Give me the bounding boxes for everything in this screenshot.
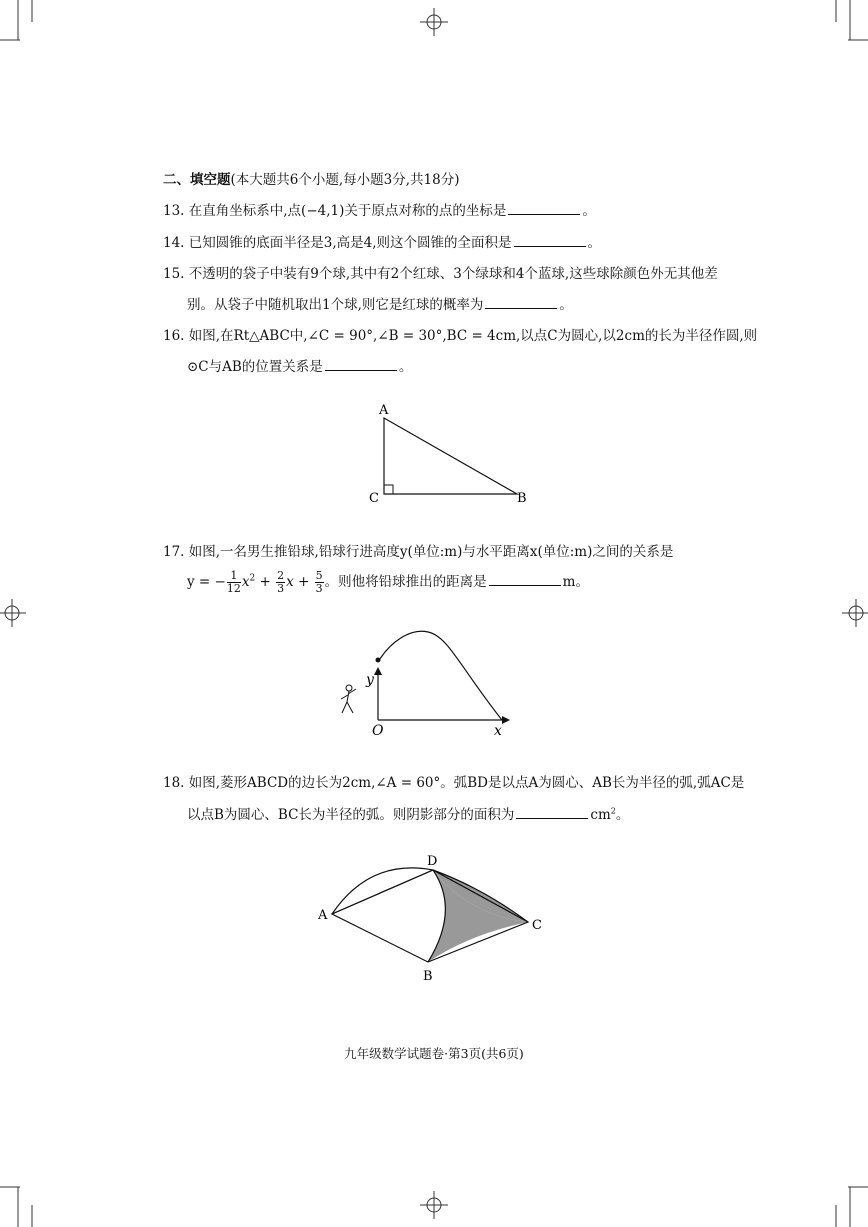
side-ad xyxy=(332,870,433,914)
triangle-abc xyxy=(384,418,517,494)
q13-end: 。 xyxy=(582,203,596,219)
q14-text: 14. 已知圆锥的底面半径是3,高是4,则这个圆锥的全面积是 xyxy=(163,235,512,251)
fraction-5-3 xyxy=(315,570,324,595)
label-d: D xyxy=(427,854,438,869)
q14-answer-blank[interactable] xyxy=(514,234,586,247)
label-a: A xyxy=(379,403,389,418)
y-axis-arrow xyxy=(374,667,382,675)
q18-answer-blank[interactable] xyxy=(516,806,588,819)
formula-square: 2 xyxy=(249,573,256,584)
q16-answer-blank[interactable] xyxy=(325,358,397,371)
f1-num: 1 xyxy=(227,570,241,583)
formula-plus-2: + xyxy=(293,574,314,590)
formula-x-sq: x xyxy=(241,574,250,590)
q16-triangle-figure xyxy=(360,398,540,510)
q17-answer-blank[interactable] xyxy=(489,573,561,586)
q18-text: 以点B为圆心、BC长为半径的弧。则阴影部分的面积为 xyxy=(187,807,515,823)
formula-y-eq: y = − xyxy=(187,574,226,590)
q18-end: 。 xyxy=(615,807,630,823)
q18-unit: cm xyxy=(590,807,611,823)
q15-text: 别。从袋子中随机取出1个球,则它是红球的概率为 xyxy=(187,297,484,313)
q15-end: 。 xyxy=(559,297,573,313)
label-x: x xyxy=(494,723,502,739)
x-axis-arrow xyxy=(502,716,510,724)
question-18-line2 xyxy=(187,803,629,823)
section-title: 二、填空题 xyxy=(163,172,231,188)
q15-answer-blank[interactable] xyxy=(485,296,557,309)
person-icon xyxy=(341,685,356,713)
f1-den: 12 xyxy=(226,582,241,595)
f3-num: 5 xyxy=(315,569,323,582)
formula-end: 。 xyxy=(324,574,339,590)
page-footer: 九年级数学试题卷·第3页(共6页) xyxy=(344,1046,524,1061)
question-18-line1: 18. 如图,菱形ABCD的边长为2cm,∠A = 60°。弧BD是以点A为圆心、AB长为半径的弧,弧AC是 xyxy=(163,775,745,791)
label-o: O xyxy=(372,723,384,739)
question-15-line2 xyxy=(187,293,573,313)
label-b: B xyxy=(517,491,527,506)
fraction-2-3 xyxy=(276,570,285,595)
label-a: A xyxy=(318,908,328,923)
section-heading xyxy=(163,168,459,188)
q17-trajectory-figure xyxy=(330,622,520,742)
q13-answer-blank[interactable] xyxy=(508,202,580,215)
question-17-line1: 17. 如图,一名男生推铅球,铅球行进高度y(单位:m)与水平距离x(单位:m)之间的关系是 xyxy=(163,544,674,560)
q18-unit-sup: 2 xyxy=(610,806,616,816)
question-13 xyxy=(163,199,596,219)
question-14 xyxy=(163,231,601,251)
question-16-line1: 16. 如图,在Rt△ABC中,∠C = 90°,∠B = 30°,BC = 4cm,以点C为圆心,以2cm的长为半径作圆,则 xyxy=(163,328,758,344)
q16-text: ⊙C与AB的位置关系是 xyxy=(187,359,323,375)
section-note: (本大题共6个小题,每小题3分,共18分) xyxy=(230,172,460,188)
q17-text: 则他将铅球推出的距离是 xyxy=(338,574,487,590)
question-16-line2 xyxy=(187,355,412,375)
q14-end: 。 xyxy=(587,235,602,251)
q13-text: 13. 在直角坐标系中,点(−4,1)关于原点对称的点的坐标是 xyxy=(163,203,507,219)
right-angle-mark xyxy=(384,485,393,494)
f3-den: 3 xyxy=(315,582,323,595)
fraction-1-12 xyxy=(227,570,241,595)
label-c: C xyxy=(369,491,379,506)
label-c: C xyxy=(532,918,542,933)
q17-unit: m。 xyxy=(562,574,589,590)
q16-end: 。 xyxy=(398,359,413,375)
formula-x: x xyxy=(286,574,294,590)
question-15-line1: 15. 不透明的袋子中装有9个球,其中有2个红球、3个绿球和4个蓝球,这些球除颜色外无其他差 xyxy=(163,266,718,282)
label-b: B xyxy=(423,969,433,984)
formula-plus-1: + xyxy=(255,574,276,590)
trajectory-curve xyxy=(378,631,502,720)
f2-den: 3 xyxy=(277,582,285,595)
label-y: y xyxy=(366,672,374,688)
question-17-line2 xyxy=(187,570,589,595)
q18-rhombus-figure xyxy=(310,848,550,988)
f2-num: 2 xyxy=(277,569,285,582)
